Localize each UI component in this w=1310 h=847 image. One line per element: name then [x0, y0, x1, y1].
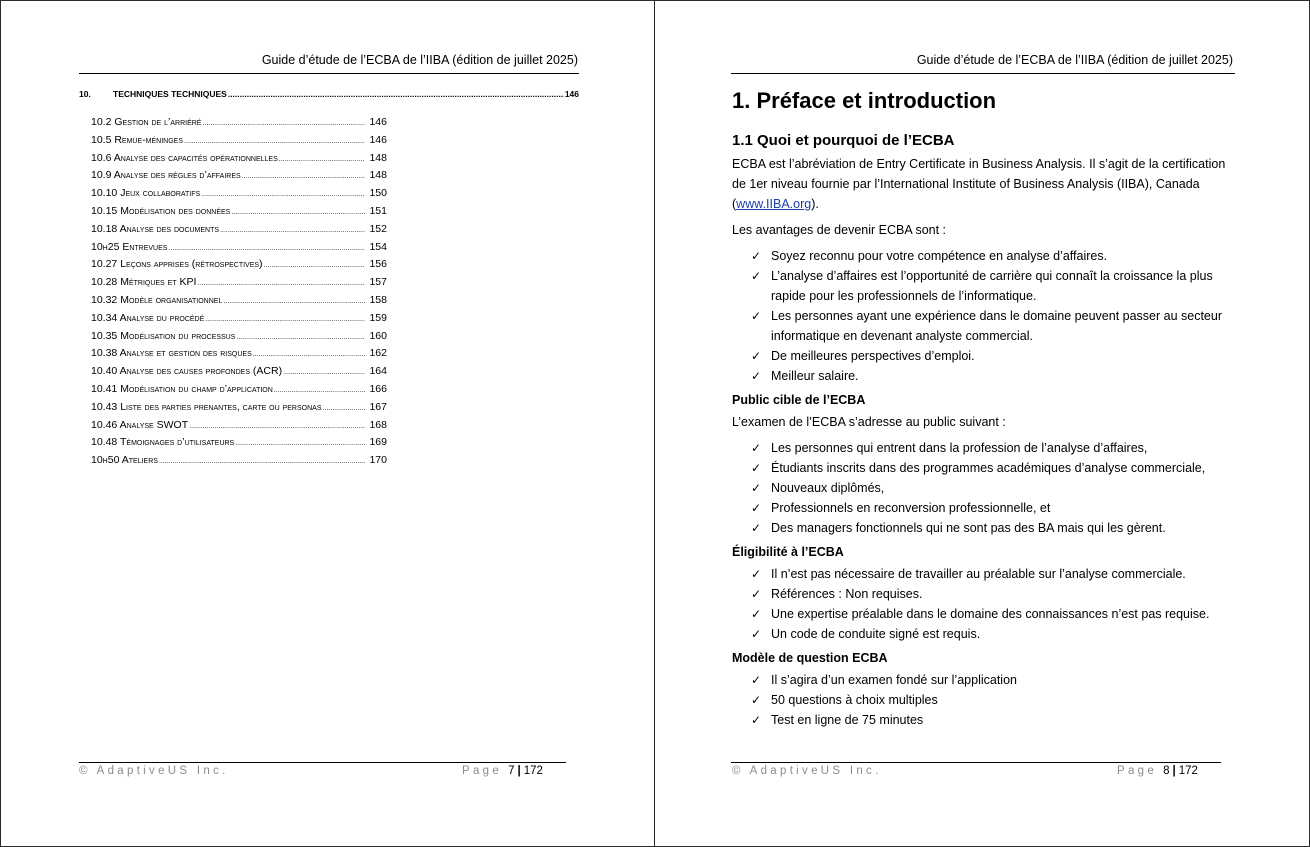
toc-item[interactable]	[91, 116, 387, 134]
toc-item-label: 10.15 Modélisation des données	[91, 204, 231, 217]
toc-item-page: 150	[369, 187, 387, 200]
toc-item-label: 10.46 Analyse SWOT	[91, 418, 189, 431]
list-item	[732, 564, 1232, 584]
toc-leader-dots	[228, 89, 564, 99]
toc-section-page: 146	[564, 89, 579, 99]
toc-item[interactable]	[91, 312, 387, 330]
list-item	[732, 438, 1232, 458]
list-item	[732, 306, 1232, 346]
list-item	[732, 478, 1232, 498]
toc-item-label: 10.43 Liste des parties prenantes, carte ou personas	[91, 400, 322, 413]
checkmark-icon: ✓	[751, 567, 762, 581]
toc-leader-dots	[231, 209, 365, 216]
checkmark-icon: ✓	[751, 309, 762, 323]
toc-item-label: 10.27 Leçons apprises (rétrospectives)	[91, 258, 263, 271]
page-content	[732, 87, 1232, 730]
toc-item-label: 10.38 Analyse et gestion des risques	[91, 347, 252, 360]
toc-item[interactable]	[91, 258, 387, 276]
list-item-text: Les personnes ayant une expérience dans le domaine peuvent passer au secteur informatique en devenant analyste commercial.	[771, 309, 1222, 343]
toc-item[interactable]	[91, 330, 387, 348]
toc-leader-dots	[274, 387, 365, 394]
checkmark-icon: ✓	[751, 481, 762, 495]
page-label: Page	[462, 765, 503, 777]
toc-item-page: 148	[369, 151, 387, 164]
header-rule	[731, 73, 1235, 74]
toc-leader-dots	[264, 262, 365, 269]
list-item	[732, 584, 1232, 604]
toc-item-page: 151	[369, 204, 387, 217]
list-item-text: Nouveaux diplômés,	[771, 481, 885, 495]
checkmark-icon: ✓	[751, 521, 762, 535]
checkmark-icon: ✓	[751, 441, 762, 455]
iiba-link[interactable]: www.IIBA.org	[736, 197, 812, 211]
list-item	[732, 624, 1232, 644]
checkmark-icon: ✓	[751, 461, 762, 475]
toc-item[interactable]	[91, 152, 387, 170]
toc-leader-dots	[201, 191, 365, 198]
toc-leader-dots	[159, 458, 365, 465]
list-item-text: Un code de conduite signé est requis.	[771, 627, 981, 641]
toc-item[interactable]	[91, 401, 387, 419]
checkmark-icon: ✓	[751, 501, 762, 515]
checkmark-icon: ✓	[751, 269, 762, 283]
toc-item-page: 157	[369, 276, 387, 289]
list-item	[732, 266, 1232, 306]
intro-paragraph: ECBA est l’abréviation de Entry Certificate in Business Analysis. Il s’agit de la certification de 1er niveau fournie par l’International Institute of Business Analysis (IIBA), Canada (www.IIBA.org).	[732, 157, 1226, 211]
list-item-text: Des managers fonctionnels qui ne sont pas des BA mais qui les gèrent.	[771, 521, 1166, 535]
page-header: Guide d’étude de l’ECBA de l’IIBA (édition de juillet 2025)	[916, 53, 1233, 67]
footer-page-info: Page 7 | 172	[462, 765, 543, 777]
toc-leader-dots	[279, 156, 365, 163]
audience-list	[732, 438, 1232, 538]
audience-intro: L’examen de l’ECBA s’adresse au public suivant :	[732, 415, 1006, 429]
toc-list	[91, 116, 387, 472]
toc-item-label: 10.6 Analyse des capacités opérationnelles	[91, 151, 278, 164]
toc-item-page: 169	[369, 436, 387, 449]
footer-rule	[731, 762, 1221, 763]
list-item	[732, 458, 1232, 478]
toc-item-label: 10.10 Jeux collaboratifs	[91, 187, 201, 200]
checkmark-icon: ✓	[751, 369, 762, 383]
toc-leader-dots	[202, 120, 365, 127]
toc-item[interactable]	[91, 241, 387, 259]
list-item-text: Références : Non requises.	[771, 587, 923, 601]
checkmark-icon: ✓	[751, 349, 762, 363]
toc-item[interactable]	[91, 134, 387, 152]
model-list	[732, 670, 1232, 730]
toc-leader-dots	[235, 440, 365, 447]
list-item	[732, 346, 1232, 366]
section-title: 1.1 Quoi et pourquoi de l’ECBA	[732, 132, 955, 149]
toc-item-label: 10.28 Métriques et KPI	[91, 276, 197, 289]
toc-leader-dots	[236, 334, 365, 341]
right-page	[654, 0, 1310, 847]
toc-item-page: 160	[369, 329, 387, 342]
list-item-text: Une expertise préalable dans le domaine des connaissances n’est pas requise.	[771, 607, 1210, 621]
toc-item-label: 10.48 Témoignages d’utilisateurs	[91, 436, 235, 449]
toc-item[interactable]	[91, 276, 387, 294]
list-item-text: Il n’est pas nécessaire de travailler au préalable sur l’analyse commerciale.	[771, 567, 1186, 581]
checkmark-icon: ✓	[751, 249, 762, 263]
toc-leader-dots	[220, 227, 365, 234]
list-item-text: Étudiants inscrits dans des programmes académiques d’analyse commerciale,	[771, 461, 1206, 475]
toc-item[interactable]	[91, 347, 387, 365]
total-pages: 172	[1178, 765, 1198, 777]
toc-leader-dots	[205, 316, 365, 323]
advantages-intro: Les avantages de devenir ECBA sont :	[732, 223, 947, 237]
list-item	[732, 604, 1232, 624]
toc-item[interactable]	[91, 365, 387, 383]
toc-item-page: 152	[369, 222, 387, 235]
toc-leader-dots	[184, 138, 365, 145]
list-item-text: Test en ligne de 75 minutes	[771, 713, 924, 727]
toc-item[interactable]	[91, 419, 387, 437]
toc-item[interactable]	[91, 436, 387, 454]
list-item	[732, 498, 1232, 518]
toc-section-title: TECHNIQUES TECHNIQUES	[113, 89, 227, 99]
toc-item-label: 10.5 Remue-méninges	[91, 133, 183, 146]
toc-item-page: 159	[369, 311, 387, 324]
toc-item-page: 162	[369, 347, 387, 360]
model-heading: Modèle de question ECBA	[732, 651, 888, 665]
toc-item[interactable]	[91, 223, 387, 241]
toc-item[interactable]	[91, 205, 387, 223]
list-item	[732, 518, 1232, 538]
page-number: 8	[1163, 765, 1170, 777]
page-header: Guide d’étude de l’ECBA de l’IIBA (édition de juillet 2025)	[261, 53, 578, 67]
toc-item-label: 10.35 Modélisation du processus	[91, 329, 236, 342]
toc-item-label: 10.34 Analyse du procédé	[91, 311, 205, 324]
toc-item-label: 10.18 Analyse des documents	[91, 222, 220, 235]
toc-item-label: 10.40 Analyse des causes profondes (ACR)	[91, 365, 283, 378]
page-number: 7	[508, 765, 515, 777]
advantages-list	[732, 246, 1232, 386]
toc-section-number: 10.	[79, 89, 91, 99]
toc-leader-dots	[253, 351, 365, 358]
toc-item-page: 168	[369, 418, 387, 431]
toc-item-label: 10.32 Modèle organisationnel	[91, 293, 223, 306]
list-item-text: Meilleur salaire.	[771, 369, 859, 383]
page-label: Page	[1117, 765, 1158, 777]
toc-item-page: 146	[369, 116, 387, 128]
toc-item-label: 10.9 Analyse des règles d’affaires	[91, 169, 241, 182]
toc-item-label: 10.2 Gestion de l’arriéré	[91, 116, 202, 128]
toc-item-label: 10h25 Entrevues	[91, 240, 168, 253]
toc-item[interactable]	[91, 454, 387, 472]
chapter-title: 1. Préface et introduction	[732, 88, 997, 113]
checkmark-icon: ✓	[751, 607, 762, 621]
toc-leader-dots	[283, 369, 365, 376]
list-item-text: Soyez reconnu pour votre compétence en analyse d’affaires.	[771, 249, 1108, 263]
toc-leader-dots	[242, 173, 365, 180]
checkmark-icon: ✓	[751, 713, 762, 727]
toc-item-page: 154	[369, 240, 387, 253]
list-item	[732, 710, 1232, 730]
footer-page-info: Page 8 | 172	[1117, 765, 1198, 777]
checkmark-icon: ✓	[751, 627, 762, 641]
toc-item[interactable]	[91, 294, 387, 312]
header-rule	[79, 73, 579, 74]
checkmark-icon: ✓	[751, 673, 762, 687]
toc-leader-dots	[323, 405, 366, 412]
toc-item[interactable]	[91, 383, 387, 401]
total-pages: 172	[523, 765, 543, 777]
toc-leader-dots	[223, 298, 365, 305]
toc-item-page: 166	[369, 382, 387, 395]
toc-item-page: 164	[369, 365, 387, 378]
list-item-text: Professionnels en reconversion professionnelle, et	[771, 501, 1051, 515]
list-item-text: Les personnes qui entrent dans la profession de l’analyse d’affaires,	[771, 441, 1148, 455]
toc-item[interactable]	[91, 169, 387, 187]
toc-item-page: 148	[369, 169, 387, 182]
footer-copyright: © AdaptiveUS Inc.	[732, 765, 882, 777]
toc-leader-dots	[197, 280, 365, 287]
toc-item-page: 170	[369, 454, 387, 467]
toc-item-page: 158	[369, 293, 387, 306]
footer-rule	[79, 762, 566, 763]
checkmark-icon: ✓	[751, 587, 762, 601]
list-item	[732, 366, 1232, 386]
toc-item-label: 10.41 Modélisation du champ d’application	[91, 382, 273, 395]
list-item	[732, 246, 1232, 266]
checkmark-icon: ✓	[751, 693, 762, 707]
toc-item-label: 10h50 Ateliers	[91, 454, 158, 467]
toc-item-page: 156	[369, 258, 387, 271]
list-item	[732, 690, 1232, 710]
list-item-text: De meilleures perspectives d’emploi.	[771, 349, 975, 363]
list-item-text: L’analyse d’affaires est l’opportunité de carrière qui connaît la croissance la plus rapide pour les professionnels de l’informatique.	[771, 269, 1213, 303]
toc-section-heading[interactable]	[79, 89, 579, 101]
toc-item-page: 146	[369, 133, 387, 146]
eligibility-list	[732, 564, 1232, 644]
audience-heading: Public cible de l’ECBA	[732, 393, 866, 407]
footer-copyright: © AdaptiveUS Inc.	[79, 765, 229, 777]
toc-item[interactable]	[91, 187, 387, 205]
list-item	[732, 670, 1232, 690]
toc-item-page: 167	[369, 400, 387, 413]
toc-leader-dots	[189, 423, 365, 430]
list-item-text: Il s’agira d’un examen fondé sur l’application	[771, 673, 1017, 687]
list-item-text: 50 questions à choix multiples	[771, 693, 938, 707]
eligibility-heading: Éligibilité à l’ECBA	[732, 545, 844, 559]
toc-leader-dots	[168, 245, 365, 252]
